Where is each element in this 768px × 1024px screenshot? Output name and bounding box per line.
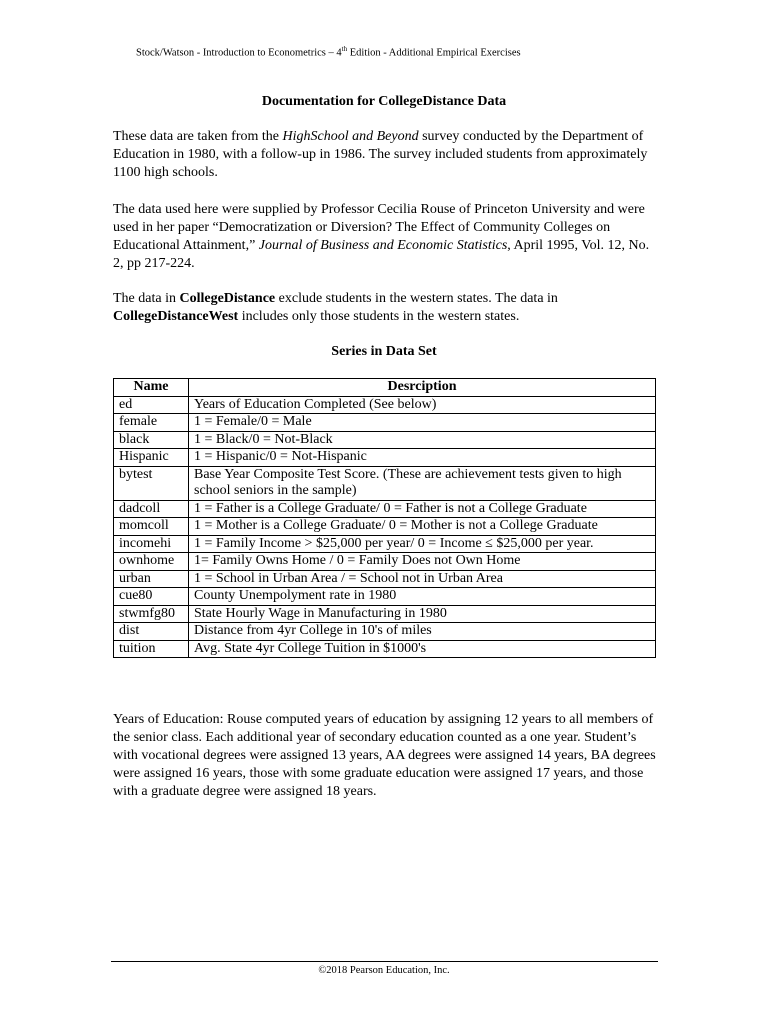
survey-name: HighSchool and Beyond <box>282 129 419 144</box>
source-text-a: The data used here were supplied by Professor Cecilia Rouse of Princeton University and were used in her paper “Democratization or Diversion? The Effect of Community Colleges on Educational Attainment,” <box>113 202 645 253</box>
table-row <box>114 518 656 536</box>
table-row <box>114 414 656 432</box>
variable-name: female <box>114 414 189 432</box>
table-row <box>114 449 656 467</box>
variable-description: 1 = Female/0 = Male <box>189 414 656 432</box>
header-superscript: th <box>341 45 348 53</box>
variable-description: 1= Family Owns Home / 0 = Family Does not Own Home <box>189 553 656 571</box>
variable-description: County Unempolyment rate in 1980 <box>189 588 656 606</box>
variable-name: black <box>114 431 189 449</box>
table-row <box>114 640 656 658</box>
series-table <box>113 378 656 658</box>
variable-description: 1 = Black/0 = Not-Black <box>189 431 656 449</box>
datasets-paragraph <box>113 290 658 326</box>
table-header-row <box>114 379 656 397</box>
variable-name: stwmfg80 <box>114 605 189 623</box>
series-section-title: Series in Data Set <box>331 344 437 359</box>
journal-name: Journal of Business and Economic Statistics <box>258 238 508 253</box>
variable-name: urban <box>114 570 189 588</box>
datasets-text-a: The data in <box>113 291 180 306</box>
table-row <box>114 553 656 571</box>
source-text-b: , April 1995, Vol. 12, No. 2, pp 217-224. <box>113 238 650 271</box>
variable-name: ownhome <box>114 553 189 571</box>
variable-description: 1 = Hispanic/0 = Not-Hispanic <box>189 449 656 467</box>
variable-description: Base Year Composite Test Score. (These are achievement tests given to high school seniors in the sample) <box>189 466 656 500</box>
copyright-footer: ©2018 Pearson Education, Inc. <box>318 965 450 976</box>
dataset-name-collegedistancewest: CollegeDistanceWest <box>113 309 239 324</box>
table-row <box>114 605 656 623</box>
datasets-text-d: includes only those students in the western states. <box>238 309 520 324</box>
table-row <box>114 588 656 606</box>
variable-name: tuition <box>114 640 189 658</box>
variable-description: Years of Education Completed (See below) <box>189 396 656 414</box>
intro-text-b: survey conducted by the Department of Education in 1980, with a follow-up in 1986. The survey included students from approximately 1100 high schools. <box>113 129 648 180</box>
table-row <box>114 500 656 518</box>
table-row <box>114 466 656 500</box>
column-header-name: Name <box>114 379 189 397</box>
variable-description: Avg. State 4yr College Tuition in $1000's <box>189 640 656 658</box>
intro-paragraph <box>113 128 658 182</box>
variable-name: momcoll <box>114 518 189 536</box>
variable-description: 1 = Family Income > $25,000 per year/ 0 = Income ≤ $25,000 per year. <box>189 535 656 553</box>
footer-divider <box>111 961 658 962</box>
datasets-text-c: exclude students in the western states. The data in <box>275 291 558 306</box>
variable-description: Distance from 4yr College in 10's of miles <box>189 623 656 641</box>
variable-description: 1 = Father is a College Graduate/ 0 = Father is not a College Graduate <box>189 500 656 518</box>
running-header <box>136 45 521 59</box>
column-header-description: Desrciption <box>189 379 656 397</box>
table-row <box>114 535 656 553</box>
variable-description: State Hourly Wage in Manufacturing in 1980 <box>189 605 656 623</box>
table-row <box>114 570 656 588</box>
header-text-post: Edition - Additional Empirical Exercises <box>347 47 521 59</box>
variable-name: Hispanic <box>114 449 189 467</box>
variable-name: bytest <box>114 466 189 500</box>
variable-description: 1 = Mother is a College Graduate/ 0 = Mother is not a College Graduate <box>189 518 656 536</box>
table-row <box>114 623 656 641</box>
variable-name: cue80 <box>114 588 189 606</box>
variable-description: 1 = School in Urban Area / = School not in Urban Area <box>189 570 656 588</box>
source-paragraph <box>113 201 658 273</box>
table-row <box>114 431 656 449</box>
header-text-pre: Stock/Watson - Introduction to Econometrics – 4 <box>136 47 342 59</box>
variable-name: ed <box>114 396 189 414</box>
dataset-name-collegedistance: CollegeDistance <box>179 291 276 306</box>
years-of-education-note: Years of Education: Rouse computed years of education by assigning 12 years to all members of the senior class. Each additional year of secondary education counted as a one year. Student’s with vocational degrees were assigned 13 years, AA degrees were assigned 14 years, BA degrees were assigned 16 years, those with some graduate education were assigned 17 years, and those with a graduate degree were assigned 18 years. <box>113 712 656 799</box>
document-title: Documentation for CollegeDistance Data <box>261 94 507 109</box>
variable-name: incomehi <box>114 535 189 553</box>
intro-text-a: These data are taken from the <box>113 129 283 144</box>
variable-name: dadcoll <box>114 500 189 518</box>
table-row <box>114 396 656 414</box>
variable-name: dist <box>114 623 189 641</box>
